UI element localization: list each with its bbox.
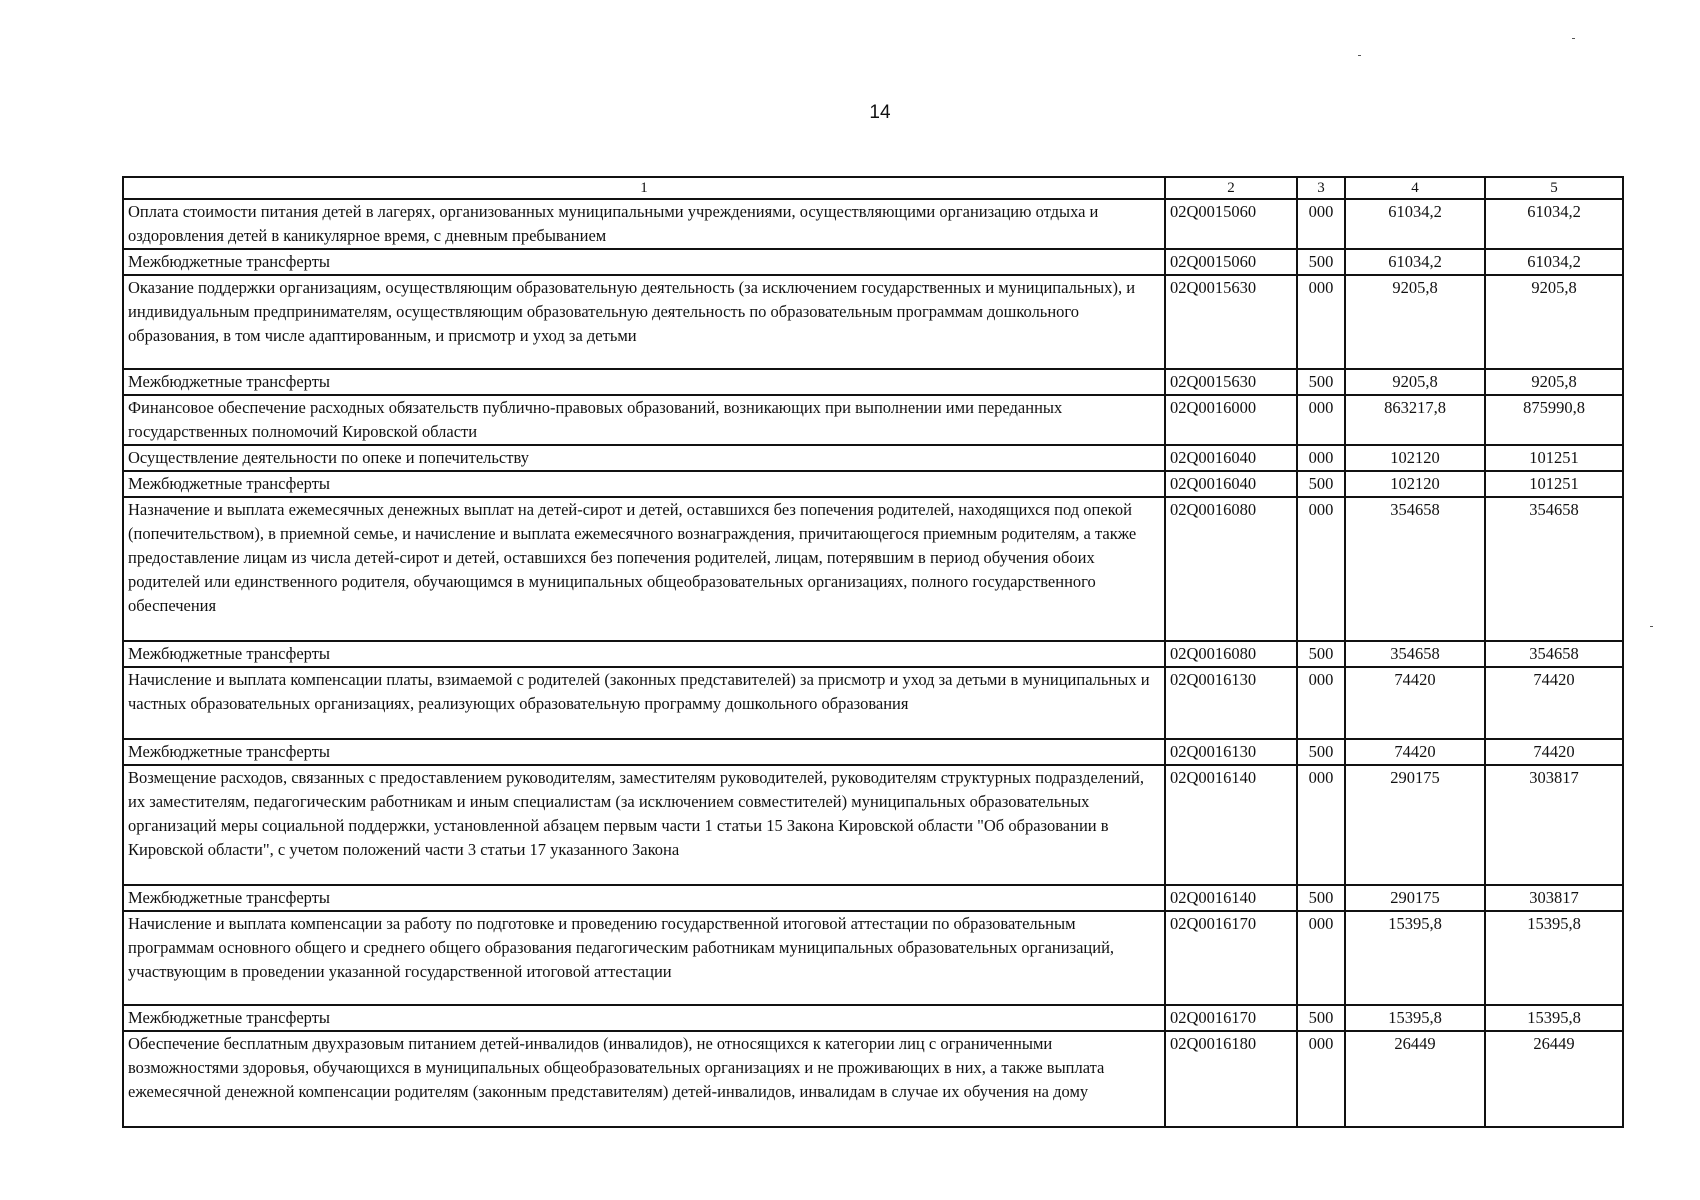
row-expense-type: 500 — [1297, 739, 1345, 765]
row-name: Межбюджетные трансферты — [123, 885, 1165, 911]
table-row — [123, 445, 1623, 471]
table-row — [123, 199, 1623, 249]
row-code: 02Q0015630 — [1165, 275, 1297, 369]
column-header-1: 1 — [123, 177, 1165, 199]
row-value-year1: 354658 — [1345, 641, 1485, 667]
row-expense-type: 500 — [1297, 1005, 1345, 1031]
table-row — [123, 739, 1623, 765]
table-row — [123, 667, 1623, 739]
page-number: 14 — [869, 102, 891, 123]
budget-table — [122, 176, 1624, 1128]
row-name: Оплата стоимости питания детей в лагерях, организованных муниципальными учреждениями, осуществляющими организацию отдыха и оздоровления детей в каникулярное время, с дневным пребыванием — [123, 199, 1165, 249]
row-code: 02Q0016170 — [1165, 1005, 1297, 1031]
row-expense-type: 000 — [1297, 445, 1345, 471]
row-code: 02Q0016080 — [1165, 641, 1297, 667]
row-value-year2: 9205,8 — [1485, 369, 1623, 395]
row-name: Межбюджетные трансферты — [123, 641, 1165, 667]
row-name: Начисление и выплата компенсации за работу по подготовке и проведению государственной итоговой аттестации по образовательным программам основного общего и среднего общего образования педагогическим работникам муниципальных образовательных организаций, участвующим в проведении указанной государственной итоговой аттестации — [123, 911, 1165, 1005]
table-row — [123, 911, 1623, 1005]
table-row — [123, 1031, 1623, 1127]
table-row — [123, 497, 1623, 641]
row-value-year2: 303817 — [1485, 885, 1623, 911]
row-expense-type: 000 — [1297, 667, 1345, 739]
row-value-year1: 15395,8 — [1345, 1005, 1485, 1031]
row-value-year2: 74420 — [1485, 739, 1623, 765]
row-code: 02Q0016080 — [1165, 497, 1297, 641]
row-value-year2: 74420 — [1485, 667, 1623, 739]
row-value-year1: 290175 — [1345, 765, 1485, 885]
row-value-year2: 354658 — [1485, 641, 1623, 667]
row-value-year1: 102120 — [1345, 445, 1485, 471]
row-name: Финансовое обеспечение расходных обязательств публично-правовых образований, возникающих при выполнении ими переданных государственных полномочий Кировской области — [123, 395, 1165, 445]
row-code: 02Q0016130 — [1165, 667, 1297, 739]
scan-speck — [1650, 626, 1653, 627]
table-body — [123, 199, 1623, 1127]
row-value-year2: 61034,2 — [1485, 249, 1623, 275]
row-value-year1: 15395,8 — [1345, 911, 1485, 1005]
column-header-3: 3 — [1297, 177, 1345, 199]
row-expense-type: 500 — [1297, 885, 1345, 911]
row-expense-type: 000 — [1297, 275, 1345, 369]
row-code: 02Q0016040 — [1165, 471, 1297, 497]
table-row — [123, 765, 1623, 885]
row-value-year1: 863217,8 — [1345, 395, 1485, 445]
table-row — [123, 275, 1623, 369]
header-row — [123, 177, 1623, 199]
row-expense-type: 000 — [1297, 911, 1345, 1005]
table-row — [123, 641, 1623, 667]
row-value-year2: 303817 — [1485, 765, 1623, 885]
row-expense-type: 000 — [1297, 497, 1345, 641]
row-value-year1: 74420 — [1345, 667, 1485, 739]
table-row — [123, 369, 1623, 395]
row-value-year1: 9205,8 — [1345, 275, 1485, 369]
row-expense-type: 000 — [1297, 765, 1345, 885]
row-name: Межбюджетные трансферты — [123, 739, 1165, 765]
scan-speck — [1572, 38, 1575, 39]
table-row — [123, 1005, 1623, 1031]
column-header-5: 5 — [1485, 177, 1623, 199]
row-name: Межбюджетные трансферты — [123, 471, 1165, 497]
row-expense-type: 000 — [1297, 1031, 1345, 1127]
row-expense-type: 500 — [1297, 369, 1345, 395]
row-expense-type: 500 — [1297, 641, 1345, 667]
row-name: Начисление и выплата компенсации платы, взимаемой с родителей (законных представителей) за присмотр и уход за детьми в муниципальных и частных образовательных организациях, реализующих образовательную программу дошкольного образования — [123, 667, 1165, 739]
row-code: 02Q0016140 — [1165, 885, 1297, 911]
row-code: 02Q0015060 — [1165, 249, 1297, 275]
column-header-2: 2 — [1165, 177, 1297, 199]
table-row — [123, 885, 1623, 911]
table-row — [123, 395, 1623, 445]
row-name: Оказание поддержки организациям, осуществляющим образовательную деятельность (за исключением государственных и муниципальных), и индивидуальным предпринимателям, осуществляющим образовательную деятельность по образовательным программам дошкольного образования, в том числе адаптированным, и присмотр и уход за детьми — [123, 275, 1165, 369]
row-value-year1: 61034,2 — [1345, 199, 1485, 249]
row-code: 02Q0016130 — [1165, 739, 1297, 765]
row-value-year2: 875990,8 — [1485, 395, 1623, 445]
row-value-year1: 9205,8 — [1345, 369, 1485, 395]
row-code: 02Q0016140 — [1165, 765, 1297, 885]
row-value-year2: 101251 — [1485, 471, 1623, 497]
row-value-year2: 26449 — [1485, 1031, 1623, 1127]
row-value-year1: 290175 — [1345, 885, 1485, 911]
row-value-year2: 15395,8 — [1485, 1005, 1623, 1031]
row-code: 02Q0016000 — [1165, 395, 1297, 445]
row-name: Осуществление деятельности по опеке и попечительству — [123, 445, 1165, 471]
row-name: Назначение и выплата ежемесячных денежных выплат на детей-сирот и детей, оставшихся без попечения родителей, находящихся под опекой (попечительством), в приемной семье, и начисление и выплата ежемесячного вознаграждения, причитающегося приемным родителям, а также предоставление лицам из числа детей-сирот и детей, оставшихся без попечения родителей, лицам, потерявшим в период обучения обоих родителей или единственного родителя, обучающимся в муниципальных общеобразовательных организациях, полного государственного обеспечения — [123, 497, 1165, 641]
column-header-4: 4 — [1345, 177, 1485, 199]
table-row — [123, 249, 1623, 275]
row-code: 02Q0016040 — [1165, 445, 1297, 471]
row-value-year1: 354658 — [1345, 497, 1485, 641]
table-row — [123, 471, 1623, 497]
row-value-year1: 61034,2 — [1345, 249, 1485, 275]
row-code: 02Q0016180 — [1165, 1031, 1297, 1127]
row-value-year2: 354658 — [1485, 497, 1623, 641]
row-value-year1: 102120 — [1345, 471, 1485, 497]
row-value-year2: 9205,8 — [1485, 275, 1623, 369]
row-code: 02Q0016170 — [1165, 911, 1297, 1005]
row-name: Возмещение расходов, связанных с предоставлением руководителям, заместителям руководителей, руководителям структурных подразделений, их заместителям, педагогическим работникам и иным специалистам (за исключением совместителей) муниципальных образовательных организаций меры социальной поддержки, установленной абзацем первым части 1 статьи 15 Закона Кировской области "Об образовании в Кировской области", с учетом положений части 3 статьи 17 указанного Закона — [123, 765, 1165, 885]
row-code: 02Q0015630 — [1165, 369, 1297, 395]
row-value-year2: 61034,2 — [1485, 199, 1623, 249]
row-expense-type: 000 — [1297, 395, 1345, 445]
row-name: Межбюджетные трансферты — [123, 249, 1165, 275]
row-expense-type: 000 — [1297, 199, 1345, 249]
row-name: Межбюджетные трансферты — [123, 369, 1165, 395]
row-code: 02Q0015060 — [1165, 199, 1297, 249]
row-expense-type: 500 — [1297, 471, 1345, 497]
row-value-year1: 74420 — [1345, 739, 1485, 765]
row-value-year2: 101251 — [1485, 445, 1623, 471]
row-value-year1: 26449 — [1345, 1031, 1485, 1127]
row-name: Межбюджетные трансферты — [123, 1005, 1165, 1031]
scan-speck — [1358, 55, 1361, 56]
row-expense-type: 500 — [1297, 249, 1345, 275]
row-value-year2: 15395,8 — [1485, 911, 1623, 1005]
row-name: Обеспечение бесплатным двухразовым питанием детей-инвалидов (инвалидов), не относящихся к категории лиц с ограниченными возможностями здоровья, обучающихся в муниципальных общеобразовательных организациях и не проживающих в них, а также выплата ежемесячной денежной компенсации родителям (законным представителям) детей-инвалидов, инвалидам в случае их обучения на дому — [123, 1031, 1165, 1127]
